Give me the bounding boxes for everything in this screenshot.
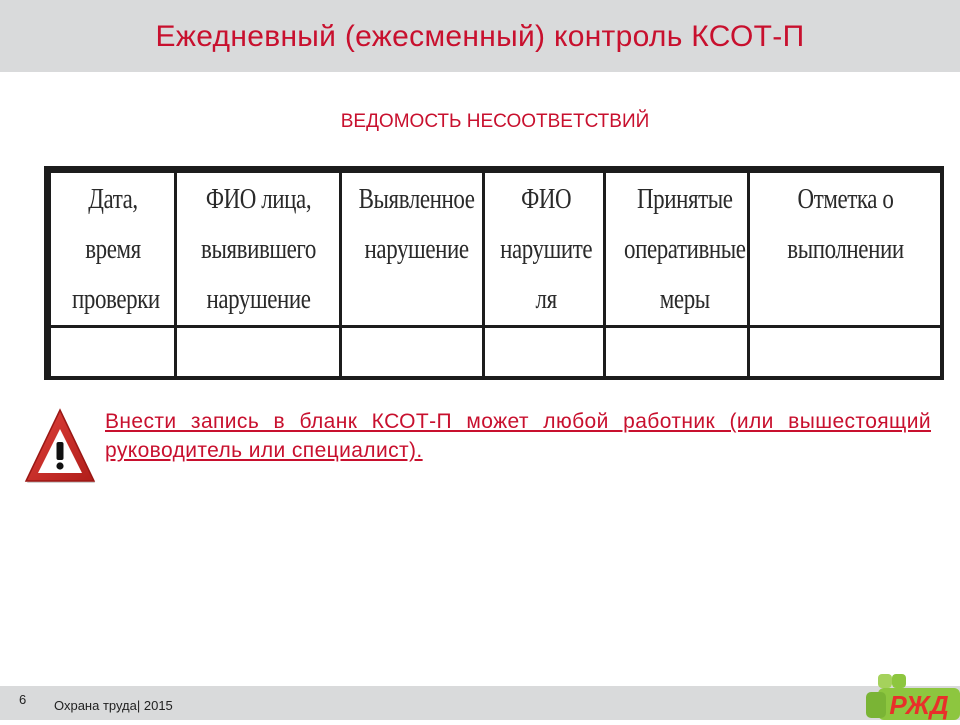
- page-title: Ежедневный (ежесменный) контроль КСОТ-П: [155, 20, 805, 53]
- column-header-measures: Принятые оперативные меры: [617, 172, 735, 327]
- column-header-date: Дата, время проверки: [61, 172, 164, 327]
- table-cell: [749, 327, 942, 378]
- table-cell: [605, 327, 749, 378]
- table-title: ВЕДОМОСТЬ НЕСООТВЕТСТВИЙ: [340, 111, 650, 132]
- table-cell: [341, 327, 484, 378]
- table-header-row: [50, 172, 942, 327]
- table-cell: [484, 327, 605, 378]
- warning-note: Внести запись в бланк КСОТ-П может любой работник (или вышестоящий руководитель или специалист).: [105, 410, 931, 462]
- table-row: [50, 327, 942, 378]
- warning-triangle-icon: [24, 407, 96, 485]
- rzd-logo: [864, 670, 960, 720]
- column-header-completion: Отметка о выполнении: [766, 172, 924, 327]
- svg-text:РЖД: РЖД: [889, 690, 949, 720]
- page-number: 6: [19, 692, 27, 707]
- column-header-violation: Выявленное нарушение: [353, 172, 470, 327]
- footer-text: Охрана труда| 2015: [54, 698, 173, 713]
- table-cell: [176, 327, 341, 378]
- table-cell: [50, 327, 176, 378]
- column-header-inspector: ФИО лица, выявившего нарушение: [190, 172, 325, 327]
- nonconformity-table: [44, 166, 944, 380]
- column-header-violator: ФИО нарушите ля: [494, 172, 593, 327]
